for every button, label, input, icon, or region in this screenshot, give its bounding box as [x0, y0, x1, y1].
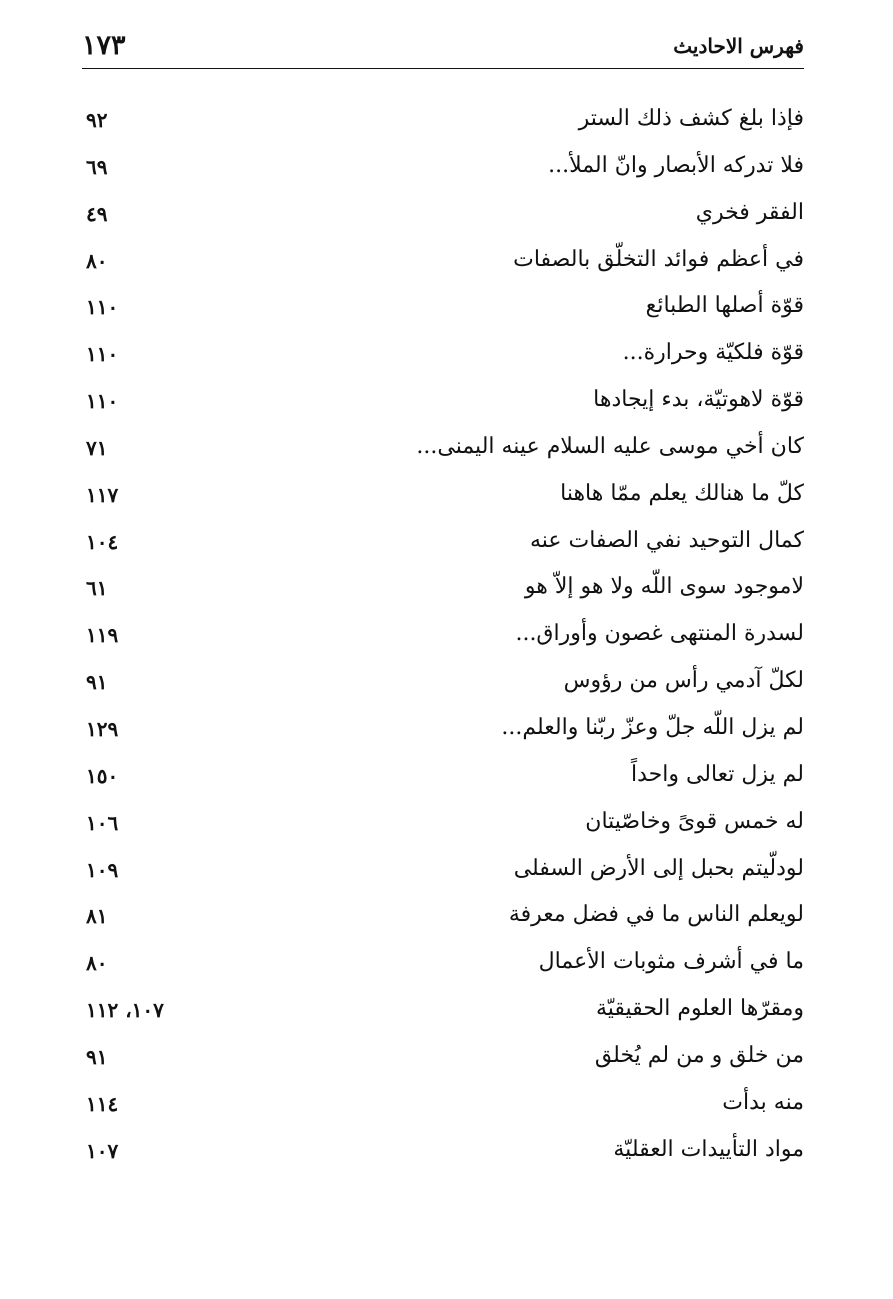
entry-text: لم يزل تعالى واحداً: [630, 761, 804, 787]
index-entry: [82, 850, 804, 897]
header-divider: [82, 68, 804, 69]
index-entry: [82, 1084, 804, 1131]
index-entry: [82, 522, 804, 569]
index-entry: [82, 1037, 804, 1084]
entry-text: ما في أشرف مثوبات الأعمال: [538, 949, 804, 975]
entry-text: فلا تدركه الأبصار وانّ الملأ...: [548, 152, 804, 178]
index-entry: [82, 1131, 804, 1178]
entry-text: فإذا بلغ كشف ذلك الستر: [578, 106, 804, 131]
page-title: فهرس الاحاديث: [673, 34, 804, 58]
entry-page-ref: ٨١: [86, 904, 108, 929]
entry-text: لكلّ آدمي رأس من رؤوس: [563, 668, 804, 694]
entry-text: ومقرّها العلوم الحقيقيّة: [595, 996, 804, 1022]
entry-page-ref: ٩١: [86, 1044, 108, 1069]
index-entry: [82, 100, 804, 147]
index-entry: [82, 990, 804, 1037]
entry-page-ref: ٩٢: [86, 108, 108, 132]
index-entry: [82, 194, 804, 241]
index-entry: [82, 475, 804, 522]
entry-text: لويعلم الناس ما في فضل معرفة: [508, 902, 804, 928]
index-entry: [82, 803, 804, 850]
index-entry: [82, 943, 804, 990]
index-entry: [82, 241, 804, 288]
entry-text: منه بدأت: [722, 1089, 804, 1115]
entry-page-ref: ١١٠: [86, 295, 119, 320]
entry-page-ref: ١٢٩: [86, 716, 119, 741]
entry-page-ref: ٦١: [86, 576, 108, 601]
entry-text: كان أخي موسى عليه السلام عينه اليمنى...: [416, 433, 804, 459]
index-entry: [82, 615, 804, 662]
entry-page-ref: ١٠٩: [86, 857, 119, 882]
entry-page-ref: ٧١: [86, 435, 108, 460]
entry-page-ref: ٨٠: [86, 248, 108, 273]
entry-text: كلّ ما هنالك يعلم ممّا هاهنا: [560, 480, 804, 506]
index-entry: [82, 568, 804, 615]
entry-text: من خلق و من لم يُخلق: [594, 1042, 804, 1068]
entry-page-ref: ١١٩: [86, 623, 119, 648]
entry-page-ref: ١١٧: [86, 482, 119, 507]
index-entry: [82, 896, 804, 943]
entry-text: له خمس قوىً وخاصّيتان: [585, 808, 804, 834]
entry-text: لودلّيتم بحبل إلى الأرض السفلى: [513, 855, 804, 881]
entry-text: لسدرة المنتهى غصون وأوراق...: [515, 621, 804, 647]
index-entry: [82, 147, 804, 194]
entry-text: في أعظم فوائد التخلّق بالصفات: [513, 246, 804, 272]
entry-page-ref: ١١٤: [86, 1091, 119, 1116]
entry-page-ref: ١٠٤: [86, 529, 119, 554]
entry-page-ref: ١٥٠: [86, 763, 119, 788]
index-entry: [82, 287, 804, 334]
entry-page-ref: ٤٩: [86, 201, 108, 226]
entry-text: الفقر فخري: [695, 199, 804, 225]
page-number: ١٧٣: [82, 30, 126, 61]
entry-text: قوّة أصلها الطبائع: [645, 293, 804, 319]
entry-page-ref: ٨٠: [86, 951, 108, 976]
index-entry: [82, 756, 804, 803]
index-entry: [82, 334, 804, 381]
entry-page-ref: ١١٠: [86, 342, 119, 367]
entry-page-ref: ٩١: [86, 670, 108, 695]
index-entry: [82, 381, 804, 428]
entry-text: لم يزل اللّه جلّ وعزّ ربّنا والعلم...: [501, 714, 804, 740]
entry-text: لاموجود سوى اللّه ولا هو إلاّ هو: [524, 574, 804, 600]
page-header: [82, 30, 804, 68]
index-entry: [82, 709, 804, 756]
index-entry: [82, 662, 804, 709]
entry-text: مواد التأييدات العقليّة: [613, 1136, 804, 1162]
index-entry: [82, 428, 804, 475]
entry-page-ref: ٦٩: [86, 154, 108, 179]
entry-page-ref: ١٠٧، ١١٢: [86, 998, 164, 1023]
hadith-index-list: [82, 100, 804, 1177]
entry-page-ref: ١١٠: [86, 389, 119, 414]
entry-page-ref: ١٠٧: [86, 1138, 119, 1163]
entry-page-ref: ١٠٦: [86, 810, 119, 835]
entry-text: كمال التوحيد نفي الصفات عنه: [529, 527, 804, 553]
entry-text: قوّة فلكيّة وحرارة...: [622, 340, 804, 366]
entry-text: قوّة لاهوتيّة، بدء إيجادها: [593, 387, 804, 413]
